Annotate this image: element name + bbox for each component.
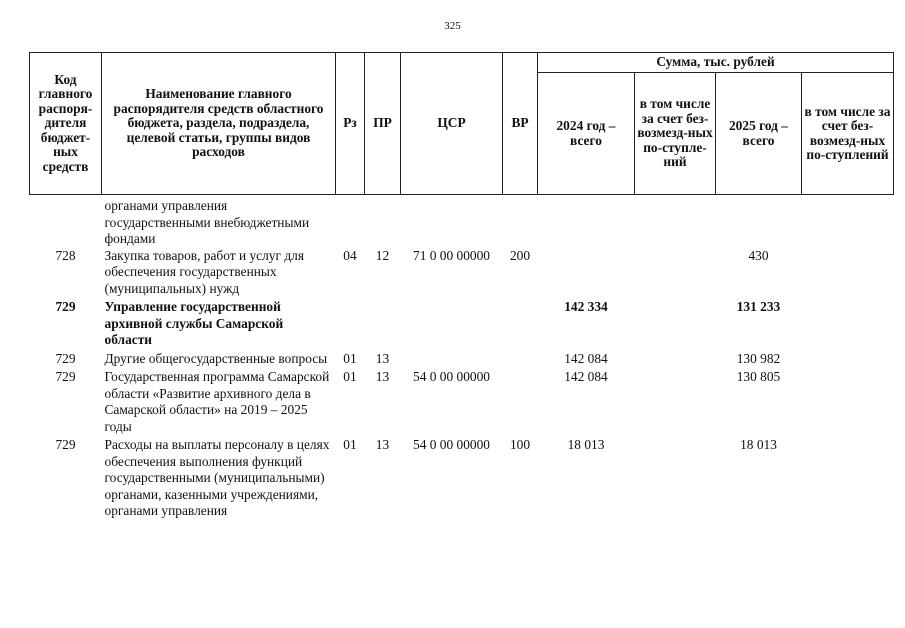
header-csr: ЦСР: [401, 53, 503, 195]
cell-2025-total: 18 013: [740, 437, 777, 452]
cell-rz: 01: [343, 369, 357, 384]
cell-rz: [336, 195, 365, 248]
cell-pr: 13: [375, 437, 390, 452]
header-code: Код главного распоря-дителя бюджет-ных средств: [30, 53, 102, 195]
page-number: 325: [444, 20, 461, 32]
cell-2024-free: [635, 248, 716, 298]
cell-2025-total: 130 982: [736, 350, 781, 366]
header-2025-total: 2025 год – всего: [716, 73, 802, 195]
cell-csr: [401, 349, 503, 368]
header-rz: Рз: [336, 53, 365, 195]
budget-table: [29, 52, 894, 520]
cell-2024-total: 142 084: [564, 350, 608, 366]
cell-2025-free: [802, 195, 894, 248]
cell-rz: [336, 297, 365, 349]
table-row: [30, 435, 894, 520]
cell-vr: 100: [509, 437, 531, 452]
cell-name: Закупка товаров, работ и услуг для обеспечения государственных (муниципальных) нужд: [104, 247, 304, 296]
cell-name: Государственная программа Самарской области «Развитие архивного дела в Самарской области» на 2019 – 2025 годы: [104, 369, 330, 434]
cell-2024-total: [538, 248, 635, 298]
cell-2025-free: [802, 435, 894, 520]
cell-2024-free: [635, 367, 716, 435]
cell-csr: 54 0 00 00000: [413, 437, 490, 452]
cell-2024-total: 18 013: [567, 437, 605, 452]
cell-2024-free: [635, 297, 716, 349]
cell-vr: [503, 349, 538, 368]
cell-2025-free: [802, 297, 894, 349]
cell-name: Расходы на выплаты персоналу в целях обеспечения выполнения функций государственными (муниципальными) органами, казенными учреждениями, органами управления: [104, 437, 330, 518]
header-2024-free: в том числе за счет без-возмезд-ных по-ступле-ний: [635, 73, 716, 195]
table-row: [30, 349, 894, 368]
cell-csr: [401, 297, 503, 349]
cell-pr: [365, 195, 401, 248]
cell-vr: 200: [509, 247, 531, 263]
header-2024-total: 2024 год – всего: [538, 73, 635, 195]
table-row: [30, 297, 894, 349]
header-name: Наименование главного распорядителя средств областного бюджета, раздела, подраздела, целевой статьи, группы видов расходов: [102, 53, 336, 195]
cell-2024-free: [635, 435, 716, 520]
cell-vr: [503, 367, 538, 435]
cell-code: 729: [55, 437, 76, 452]
table-body: [30, 195, 894, 520]
cell-2025-free: [802, 248, 894, 298]
cell-2025-total: 130 805: [736, 369, 781, 384]
cell-2024-total: 142 084: [564, 369, 608, 384]
cell-code: 728: [55, 247, 76, 263]
cell-2024-free: [635, 195, 716, 248]
header-vr: ВР: [503, 53, 538, 195]
header-2025-free: в том числе за счет без-возмезд-ных по-ступлений: [802, 73, 894, 195]
cell-2025-total: [716, 195, 802, 248]
cell-code: [30, 195, 102, 248]
cell-2024-total: [538, 195, 635, 248]
cell-pr: 12: [375, 247, 390, 263]
cell-pr: 13: [375, 369, 390, 384]
cell-2025-free: [802, 349, 894, 368]
cell-name: Другие общегосударственные вопросы: [104, 350, 328, 366]
cell-2025-total: 131 233: [736, 299, 781, 314]
cell-pr: 13: [375, 350, 390, 366]
cell-vr: [503, 297, 538, 349]
table-row: [30, 195, 894, 248]
cell-2024-free: [635, 349, 716, 368]
cell-pr: [365, 297, 401, 349]
header-pr: ПР: [365, 53, 401, 195]
cell-code: 729: [55, 299, 76, 314]
cell-2025-free: [802, 367, 894, 435]
cell-csr: [401, 195, 503, 248]
cell-csr: 71 0 00 00000: [413, 247, 490, 263]
cell-code: 729: [55, 369, 76, 384]
cell-csr: 54 0 00 00000: [413, 369, 490, 384]
cell-2025-total: 430: [748, 247, 769, 263]
cell-name: органами управления государственными внебюджетными фондами: [104, 198, 310, 246]
cell-rz: 01: [343, 350, 357, 366]
cell-rz: 01: [343, 437, 357, 452]
table-header: [30, 53, 894, 195]
cell-code: 729: [55, 350, 76, 366]
table-row: [30, 248, 894, 298]
header-sum-group: Сумма, тыс. рублей: [538, 53, 894, 73]
cell-name: Управление государственной архивной службы Самарской области: [104, 299, 284, 347]
cell-vr: [503, 195, 538, 248]
table-row: [30, 367, 894, 435]
cell-2024-total: 142 334: [564, 299, 608, 314]
cell-rz: 04: [343, 247, 357, 263]
